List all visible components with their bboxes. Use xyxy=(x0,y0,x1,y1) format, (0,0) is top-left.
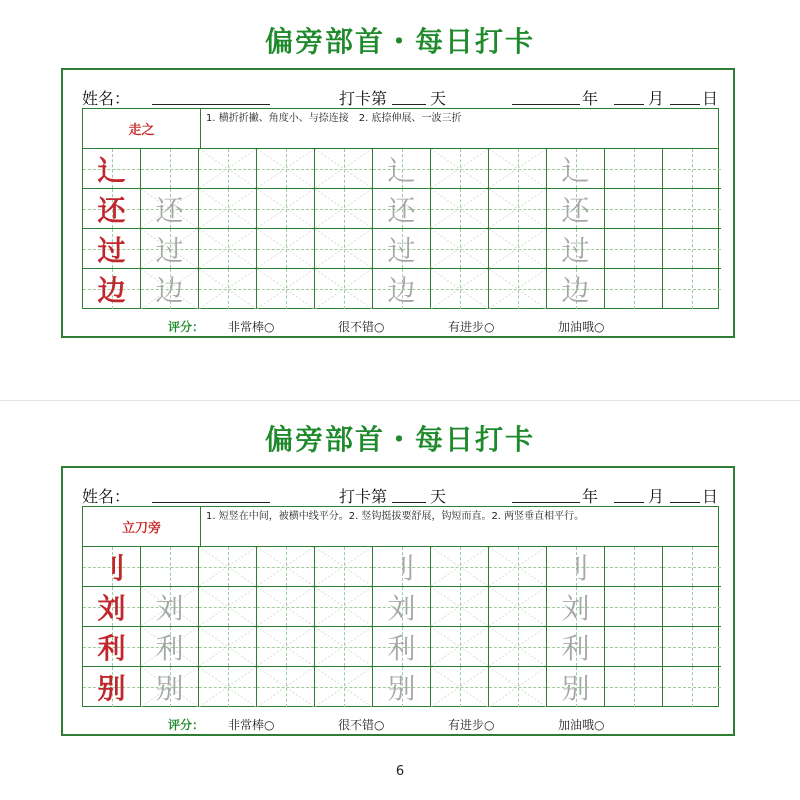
trace-character: 利 xyxy=(561,631,590,665)
trace-character: 别 xyxy=(387,672,416,705)
sheet-frame xyxy=(61,466,735,736)
practice-cell[interactable] xyxy=(489,547,547,587)
practice-cell[interactable] xyxy=(547,547,605,587)
practice-cell[interactable] xyxy=(431,667,489,707)
practice-cell[interactable] xyxy=(83,269,141,309)
trace-character: 边 xyxy=(155,274,184,307)
score-option[interactable]: 非常棒○ xyxy=(228,320,275,334)
trace-character: 辶 xyxy=(387,153,416,187)
year-label: 年 xyxy=(582,89,599,108)
practice-sheet-1 xyxy=(0,0,800,360)
trace-character: 过 xyxy=(155,233,184,267)
model-character: 别 xyxy=(97,672,126,705)
practice-cell[interactable] xyxy=(373,627,431,667)
practice-cell[interactable] xyxy=(489,189,547,229)
page-number: 6 xyxy=(395,764,405,779)
model-character: 利 xyxy=(97,631,126,665)
practice-grid xyxy=(82,108,719,309)
practice-cell[interactable] xyxy=(547,587,605,627)
practice-cell[interactable] xyxy=(547,667,605,707)
practice-cell[interactable] xyxy=(431,587,489,627)
practice-cell[interactable] xyxy=(315,667,373,707)
practice-cell[interactable] xyxy=(257,149,315,189)
practice-cell[interactable] xyxy=(141,149,199,189)
practice-cell[interactable] xyxy=(663,269,721,309)
checkin-suffix: 天 xyxy=(430,89,447,108)
practice-cell[interactable] xyxy=(431,229,489,269)
practice-cell[interactable] xyxy=(315,149,373,189)
practice-cell[interactable] xyxy=(315,269,373,309)
practice-cell[interactable] xyxy=(373,587,431,627)
practice-cell[interactable] xyxy=(199,229,257,269)
score-label: 评分： xyxy=(168,320,205,334)
score-option[interactable]: 有进步○ xyxy=(448,718,495,732)
practice-cell[interactable] xyxy=(431,627,489,667)
practice-cell[interactable] xyxy=(83,547,141,587)
model-character: 刂 xyxy=(97,551,126,585)
practice-cell[interactable] xyxy=(663,547,721,587)
month-label: 月 xyxy=(648,89,665,108)
trace-character: 刘 xyxy=(155,591,184,625)
month-blank[interactable] xyxy=(614,502,644,503)
practice-sheet-2 xyxy=(0,398,800,758)
trace-character: 利 xyxy=(387,631,416,665)
practice-cell[interactable] xyxy=(257,547,315,587)
practice-cell[interactable] xyxy=(547,149,605,189)
model-character: 还 xyxy=(97,193,126,227)
trace-character: 刘 xyxy=(561,591,590,625)
practice-cell[interactable] xyxy=(257,627,315,667)
info-line xyxy=(82,86,722,108)
practice-cell[interactable] xyxy=(315,189,373,229)
practice-cell[interactable] xyxy=(489,149,547,189)
sheet-title: 偏旁部首・每日打卡 xyxy=(264,25,535,58)
trace-character: 边 xyxy=(387,274,416,307)
trace-character: 辶 xyxy=(561,153,590,187)
trace-character: 利 xyxy=(155,631,184,665)
practice-cell[interactable] xyxy=(141,667,199,707)
name-blank[interactable] xyxy=(152,104,270,105)
score-line xyxy=(168,716,728,732)
checkin-day-blank[interactable] xyxy=(392,502,426,503)
radical-label: 走之 xyxy=(83,109,201,148)
practice-cell[interactable] xyxy=(373,149,431,189)
practice-cell[interactable] xyxy=(663,149,721,189)
checkin-prefix: 打卡第 xyxy=(339,89,388,108)
practice-cell[interactable] xyxy=(257,667,315,707)
practice-cell[interactable] xyxy=(431,269,489,309)
practice-cell[interactable] xyxy=(663,229,721,269)
practice-cell[interactable] xyxy=(489,667,547,707)
practice-cell[interactable] xyxy=(605,149,663,189)
trace-character: 还 xyxy=(155,193,184,227)
practice-cell[interactable] xyxy=(605,189,663,229)
month-blank[interactable] xyxy=(614,104,644,105)
practice-cell[interactable] xyxy=(663,627,721,667)
practice-cell[interactable] xyxy=(431,547,489,587)
day-blank[interactable] xyxy=(670,104,700,105)
practice-cell[interactable] xyxy=(373,547,431,587)
practice-cell[interactable] xyxy=(199,587,257,627)
practice-cell[interactable] xyxy=(199,627,257,667)
score-label: 评分： xyxy=(168,718,205,732)
score-option[interactable]: 有进步○ xyxy=(448,320,495,334)
trace-character xyxy=(141,547,198,586)
trace-character: 还 xyxy=(387,193,416,227)
practice-cell[interactable] xyxy=(489,587,547,627)
month-label: 月 xyxy=(648,487,665,506)
practice-cell[interactable] xyxy=(489,627,547,667)
practice-cell[interactable] xyxy=(373,667,431,707)
trace-character: 刂 xyxy=(387,551,416,585)
practice-cell[interactable] xyxy=(489,229,547,269)
score-option[interactable]: 加油哦○ xyxy=(558,718,605,732)
practice-cell[interactable] xyxy=(257,229,315,269)
model-character: 边 xyxy=(97,274,126,307)
practice-cell[interactable] xyxy=(199,149,257,189)
practice-cell[interactable] xyxy=(199,667,257,707)
score-option[interactable]: 加油哦○ xyxy=(558,320,605,334)
trace-character: 刂 xyxy=(561,551,590,585)
day-label: 日 xyxy=(702,487,719,506)
trace-character: 过 xyxy=(387,233,416,267)
practice-cell[interactable] xyxy=(373,269,431,309)
practice-cell[interactable] xyxy=(605,667,663,707)
trace-character: 还 xyxy=(561,193,590,227)
grid-header xyxy=(83,507,718,547)
practice-cell[interactable] xyxy=(257,189,315,229)
practice-cell[interactable] xyxy=(141,269,199,309)
score-option[interactable]: 很不错○ xyxy=(338,718,385,732)
score-option[interactable]: 非常棒○ xyxy=(228,718,275,732)
practice-cell[interactable] xyxy=(315,229,373,269)
practice-cell[interactable] xyxy=(83,587,141,627)
practice-cell[interactable] xyxy=(605,269,663,309)
practice-cell[interactable] xyxy=(83,149,141,189)
practice-cell[interactable] xyxy=(141,229,199,269)
year-blank[interactable] xyxy=(512,104,580,105)
checkin-suffix: 天 xyxy=(430,487,447,506)
year-blank[interactable] xyxy=(512,502,580,503)
name-label: 姓名： xyxy=(82,89,131,108)
info-line xyxy=(82,484,722,506)
practice-cell[interactable] xyxy=(83,627,141,667)
practice-cell[interactable] xyxy=(547,229,605,269)
trace-character: 刘 xyxy=(387,591,416,625)
practice-cell[interactable] xyxy=(315,587,373,627)
practice-cell[interactable] xyxy=(373,229,431,269)
practice-cell[interactable] xyxy=(663,667,721,707)
model-character: 过 xyxy=(97,233,126,267)
practice-cell[interactable] xyxy=(315,547,373,587)
practice-cell[interactable] xyxy=(199,189,257,229)
day-blank[interactable] xyxy=(670,502,700,503)
practice-cell[interactable] xyxy=(141,547,199,587)
year-label: 年 xyxy=(582,487,599,506)
trace-character: 别 xyxy=(561,672,590,705)
practice-grid xyxy=(82,506,719,707)
practice-cell[interactable] xyxy=(373,189,431,229)
checkin-day-blank[interactable] xyxy=(392,104,426,105)
trace-character: 过 xyxy=(561,233,590,267)
trace-character: 别 xyxy=(155,672,184,705)
radical-label: 立刀旁 xyxy=(83,507,201,546)
practice-cell[interactable] xyxy=(315,627,373,667)
practice-cell[interactable] xyxy=(257,587,315,627)
practice-cell[interactable] xyxy=(605,587,663,627)
practice-cell[interactable] xyxy=(605,627,663,667)
practice-cell[interactable] xyxy=(83,189,141,229)
score-line xyxy=(168,318,728,334)
model-character: 刘 xyxy=(97,591,126,625)
practice-cell[interactable] xyxy=(663,189,721,229)
practice-cell[interactable] xyxy=(141,587,199,627)
practice-cell[interactable] xyxy=(431,189,489,229)
day-label: 日 xyxy=(702,89,719,108)
model-character: 辶 xyxy=(97,153,126,187)
writing-tips: 1. 短竖在中间，被横中线平分。2. 竖钩挺拔要舒展，钩短而直。2. 两竖垂直相平行。 xyxy=(206,511,585,522)
practice-cell[interactable] xyxy=(83,667,141,707)
practice-cell[interactable] xyxy=(257,269,315,309)
practice-cell[interactable] xyxy=(83,229,141,269)
practice-cell[interactable] xyxy=(547,269,605,309)
sheet-frame xyxy=(61,68,735,338)
checkin-prefix: 打卡第 xyxy=(339,487,388,506)
practice-cell[interactable] xyxy=(199,269,257,309)
practice-cell[interactable] xyxy=(199,547,257,587)
practice-cell[interactable] xyxy=(431,149,489,189)
name-label: 姓名： xyxy=(82,487,131,506)
practice-cell[interactable] xyxy=(663,587,721,627)
sheet-title: 偏旁部首・每日打卡 xyxy=(264,423,535,456)
practice-cell[interactable] xyxy=(489,269,547,309)
practice-cell[interactable] xyxy=(605,229,663,269)
name-blank[interactable] xyxy=(152,502,270,503)
trace-character xyxy=(141,149,198,188)
practice-cell[interactable] xyxy=(605,547,663,587)
practice-cell[interactable] xyxy=(547,189,605,229)
grid-header xyxy=(83,109,718,149)
writing-tips: 1. 横折折撇、角度小、与捺连接 2. 底捺伸展、一波三折 xyxy=(206,113,462,124)
practice-cell[interactable] xyxy=(141,627,199,667)
score-option[interactable]: 很不错○ xyxy=(338,320,385,334)
practice-cell[interactable] xyxy=(547,627,605,667)
practice-cell[interactable] xyxy=(141,189,199,229)
trace-character: 边 xyxy=(561,274,590,307)
